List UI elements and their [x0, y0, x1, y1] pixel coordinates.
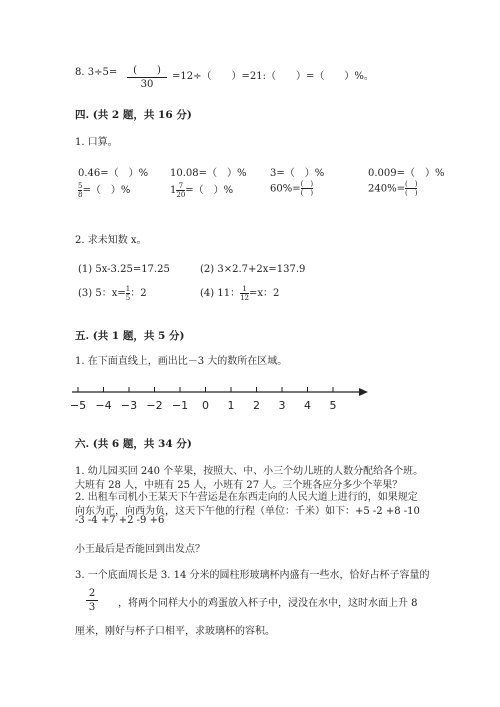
- q8-fraction-numerator: ( ): [133, 65, 161, 76]
- calc-2: 10.08=（ ）%: [170, 168, 247, 179]
- q6-2-line-4: 小王最后是否能回到出发点？: [75, 544, 205, 555]
- number-line-tick-label: −4: [95, 399, 112, 412]
- equation-4: (4) 11： $\frac{1}{12}$ =x：2: [200, 284, 280, 302]
- number-line-tick-label: 0: [202, 399, 209, 412]
- q8-fraction-denominator: 30: [127, 77, 167, 90]
- number-line-tick-label: −2: [146, 399, 163, 412]
- fraction-1-12: $\frac{1}{12}$: [240, 284, 249, 302]
- q6-2-line-3: -3 -4 +7 +2 -9 +6: [75, 515, 165, 526]
- number-line: [70, 386, 370, 416]
- q6-3-fraction: 2 3: [86, 588, 98, 613]
- q6-2-line-1: 2. 出租车司机小王某天下午营运是在东西走向的人民大道上进行的，如果规定: [75, 492, 418, 503]
- q6-2-line-2: 向东为正，向西为负，这天下午他的行程（单位：千米）如下：+5 -2 +8 -10: [75, 506, 420, 517]
- number-line-tick-label: 4: [304, 399, 311, 412]
- calc-6: 1 $\frac{7}{20}$ =（ ）%: [170, 181, 234, 199]
- calc-8: 240%= $\frac{( )}{( )}$: [368, 180, 418, 197]
- calc-7: 60%= $\frac{( )}{( )}$: [270, 180, 314, 197]
- fraction-blank-8: $\frac{( )}{( )}$: [404, 180, 418, 197]
- number-line-tick-label: 1: [227, 399, 235, 412]
- equation-1: (1) 5x-3.25=17.25: [78, 264, 170, 275]
- number-line-tick-label: −1: [171, 399, 189, 412]
- number-line-tick-label: 3: [278, 399, 286, 412]
- fraction-1-5: $\frac{1}{5}$: [125, 284, 131, 302]
- equation-2: (2) 3×2.7+2x=137.9: [200, 264, 306, 275]
- equation-3: (3) 5：x= $\frac{1}{5}$ ：2: [78, 284, 147, 302]
- number-line-tick-label: −5: [70, 399, 87, 412]
- number-line-question: 1. 在下面直线上，画出比－3 大的数所在区域。: [75, 356, 288, 367]
- number-line-tick-label: 2: [253, 399, 260, 412]
- q6-3-line-1: 3. 一个底面周长是 3. 14 分米的圆柱形玻璃杯内盛有一些水，恰好占杯子容量的: [75, 570, 430, 581]
- q8-fraction: [127, 61, 167, 90]
- q8-prefix: 8. 3÷5=: [75, 67, 118, 78]
- calc-4: 0.009=（ ）%: [368, 168, 445, 179]
- q6-1-line-2: 大班有 28 人，中班有 25 人，小班有 27 人。三个班各应分多少个苹果？: [75, 480, 403, 491]
- q6-3-line-3: 厘米，刚好与杯子口相平，求玻璃杯的容积。: [75, 626, 275, 637]
- calc-5: $\frac{5}{8}$ =（ ）%: [78, 181, 131, 199]
- fraction-blank-7: $\frac{( )}{( )}$: [300, 180, 314, 197]
- q1-label: 1. 口算。: [75, 137, 118, 148]
- q6-1-line-1: 1. 幼儿园买回 240 个苹果，按照大、中、小三个幼儿班的人数分配给各个班。: [75, 466, 424, 477]
- q6-3-line-2: ，将两个同样大小的鸡蛋放入杯子中，浸没在水中，这时水面上升 8: [118, 598, 418, 609]
- q2-label: 2. 求未知数 x。: [75, 235, 147, 246]
- number-line-tick-label: −3: [120, 399, 138, 412]
- calc-1: 0.46=（ ）%: [78, 168, 149, 179]
- section-4-title: 四. (共 2 题，共 16 分): [75, 109, 192, 121]
- section-5-title: 五. (共 1 题，共 5 分): [75, 330, 185, 342]
- number-line-arrow-icon: [359, 388, 368, 396]
- fraction-5-8: $\frac{5}{8}$: [78, 181, 83, 199]
- calc-3: 3=（ ）%: [270, 168, 325, 179]
- number-line-tick-label: 5: [329, 399, 337, 412]
- q8-rest: =12÷（ ）=21:（ ）=（ ）%。: [172, 71, 374, 82]
- fraction-7-20: $\frac{7}{20}$: [176, 181, 186, 199]
- section-6-title: 六. (共 6 题，共 34 分): [75, 438, 192, 450]
